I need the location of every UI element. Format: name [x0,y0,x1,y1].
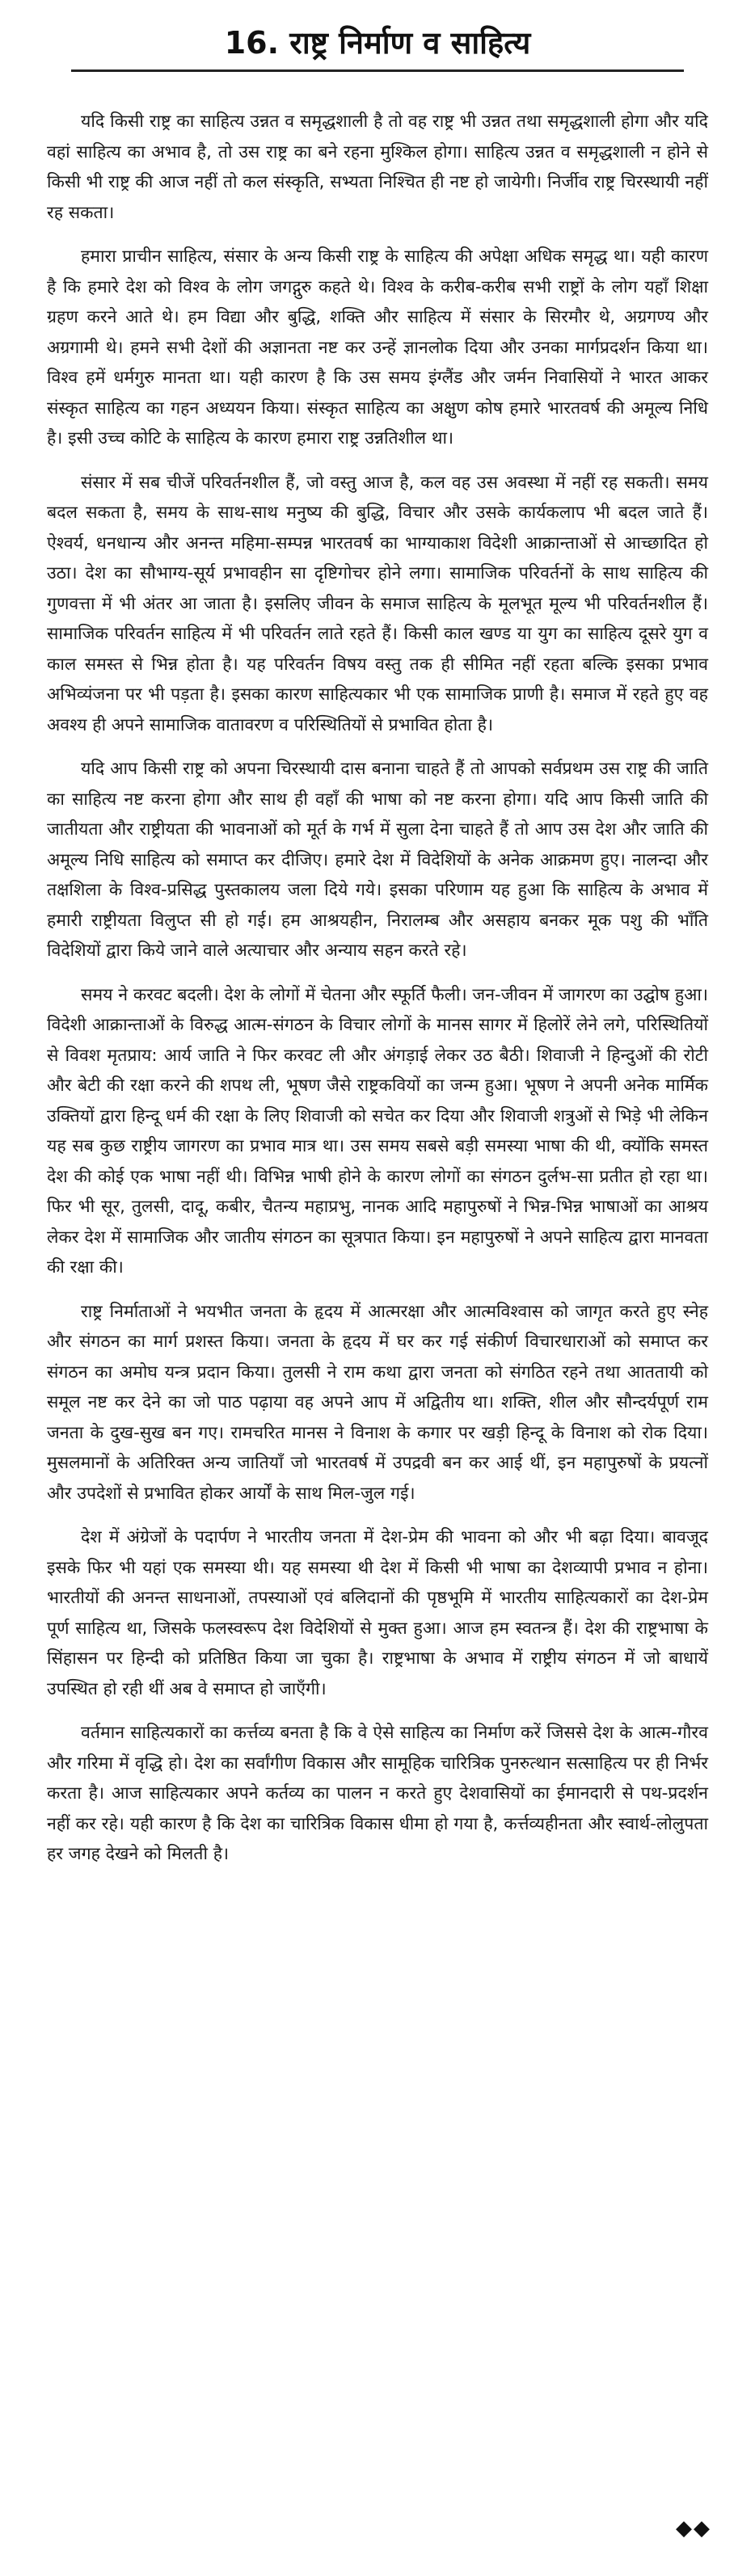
paragraph-4: यदि आप किसी राष्ट्र को अपना चिरस्थायी दास बनाना चाहते हैं तो आपको सर्वप्रथम उस राष्ट्र की जाति का साहित्य नष्ट करना होगा और साथ ही वहाँ की भाषा को नष्ट करना होगा। यदि आप किसी जाति की जातीयता और राष्ट्रीयता की भावनाओं को मूर्त के गर्भ में सुला देना चाहते हैं तो आप उस देश और जाति की अमूल्य निधि साहित्य को समाप्त कर दीजिए। हमारे देश में विदेशियों के अनेक आक्रमण हुए। नालन्दा और तक्षशिला के विश्व-प्रसिद्ध पुस्तकालय जला दिये गये। इसका परिणाम यह हुआ कि साहित्य के अभाव में हमारी राष्ट्रीयता विलुप्त सी हो गई। हम आश्रयहीन, निरालम्ब और असहाय बनकर मूक पशु की भाँति विदेशियों द्वारा किये जाने वाले अत्याचार और अन्याय सहन करते रहे। [47,759,708,961]
paragraph-1: यदि किसी राष्ट्र का साहित्य उन्नत व समृद्धशाली है तो वह राष्ट्र भी उन्नत तथा समृद्धशाली होगा और यदि वहां साहित्य का अभाव है, तो उस राष्ट्र का बने रहना मुश्किल होगा। साहित्य उन्नत व समृद्धशाली न होने से किसी भी राष्ट्र की आज नहीं तो कल संस्कृति, सभ्यता निश्चित ही नष्ट हो जायेगी। निर्जीव राष्ट्र चिरस्थायी नहीं रह सकता। [47,112,708,223]
paragraph-5: समय ने करवट बदली। देश के लोगों में चेतना और स्फूर्ति फैली। जन-जीवन में जागरण का उद्घोष हुआ। विदेशी आक्रान्ताओं के विरुद्ध आत्म-संगठन के विचार लोगों के मानस सागर में हिलोरें लेने लगे, परिस्थितियों से विवश मृतप्राय: आर्य जाति ने फिर करवट ली और अंगड़ाई लेकर उठ बैठी। शिवाजी ने हिन्दुओं की रोटी और बेटी की रक्षा करने की शपथ ली, भूषण जैसे राष्ट्रकवियों का जन्म हुआ। भूषण ने अपनी अनेक मार्मिक उक्तियों द्वारा हिन्दू धर्म की रक्षा के लिए शिवाजी को सचेत कर दिया और शिवाजी शत्रुओं से भिड़े भी लेकिन यह सब कुछ राष्ट्रीय जागरण का प्रभाव मात्र था। उस समय सबसे बड़ी समस्या भाषा की थी, क्योंकि समस्त देश की कोई एक भाषा नहीं थी। विभिन्न भाषी होने के कारण लोगों का संगठन दुर्लभ-सा प्रतीत हो रहा था। फिर भी सूर, तुलसी, दादू, कबीर, चैतन्य महाप्रभु, नानक आदि महापुरुषों ने भिन्न-भिन्न भाषाओं का आश्रय लेकर देश में सामाजिक और जातीय संगठन का सूत्रपात किया। इन महापुरुषों ने अपने साहित्य द्वारा मानवता की रक्षा की। [47,984,708,1277]
paragraph-6: राष्ट्र निर्माताओं ने भयभीत जनता के हृदय में आत्मरक्षा और आत्मविश्वास को जागृत करते हुए स्नेह और संगठन का मार्ग प्रशस्त किया। जनता के हृदय में घर कर गई संकीर्ण विचारधाराओं को समाप्त कर संगठन का अमोघ यन्त्र प्रदान किया। तुलसी ने राम कथा द्वारा जनता को संगठित रहने तथा आततायी को समूल नष्ट कर देने का जो पाठ पढ़ाया वह अपने आप में अद्वितीय था। शक्ति, शील और सौन्दर्यपूर्ण राम जनता के दुख-सुख बन गए। रामचरित मानस ने विनाश के कगार पर खड़ी हिन्दू के विनाश को रोक दिया। मुसलमानों के अतिरिक्त अन्य जातियाँ जो भारतवर्ष में उपद्रवी बन कर आई थीं, इन महापुरुषों के प्रयत्नों और उपदेशों से प्रभावित होकर आर्यों के साथ मिल-जुल गई। [47,1301,708,1504]
paragraph-8: वर्तमान साहित्यकारों का कर्त्तव्य बनता है कि वे ऐसे साहित्य का निर्माण करें जिससे देश के आत्म-गौरव और गरिमा में वृद्धि हो। देश का सर्वांगीण विकास और सामूहिक चारित्रिक पुनरुत्थान सत्साहित्य पर ही निर्भर करता है। आज साहित्यकार अपने कर्तव्य का पालन न करते हुए देशवासियों का ईमानदारी से पथ-प्रदर्शन नहीं कर रहे। यही कारण है कि देश का चारित्रिक विकास धीमा हो गया है, कर्त्तव्यहीनता और स्वार्थ-लोलुपता हर जगह देखने को मिलती है। [47,1723,708,1864]
paragraph-7: देश में अंग्रेजों के पदार्पण ने भारतीय जनता में देश-प्रेम की भावना को और भी बढ़ा दिया। बावजूद इसके फिर भी यहां एक समस्या थी। यह समस्या थी देश में किसी भी भाषा का देशव्यापी प्रभाव न होना। भारतीयों की अनन्त साधनाओं, तपस्याओं एवं बलिदानों की पृष्ठभूमि में भारतीय साहित्यकारों का देश-प्रेम पूर्ण साहित्य था, जिसके फलस्वरूप देश विदेशियों से मुक्त हुआ। आज हम स्वतन्त्र हैं। देश की राष्ट्रभाषा के सिंहासन पर हिन्दी को प्रतिष्ठित किया जा चुका है। राष्ट्रभाषा के अभाव में राष्ट्रीय संगठन में जो बाधायें उपस्थित हो रही थीं अब वे समाप्त हो जाएँगी। [47,1527,708,1699]
essay-body [47,107,708,1870]
paragraph-2: हमारा प्राचीन साहित्य, संसार के अन्य किसी राष्ट्र के साहित्य की अपेक्षा अधिक समृद्ध था। यही कारण है कि हमारे देश को विश्व के लोग जगद्गुरु कहते थे। विश्व के करीब-करीब सभी राष्ट्रों के लोग यहाँ शिक्षा ग्रहण करने आते थे। हम विद्या और बुद्धि, शक्ति और साहित्य में संसार के सिरमौर थे, अग्रगण्य और अग्रगामी थे। हमने सभी देशों की अज्ञानता नष्ट कर उन्हें ज्ञानलोक दिया और उनका मार्गप्रदर्शन किया था। विश्व हमें धर्मगुरु मानता था। यही कारण है कि उस समय इंग्लैंड और जर्मन निवासियों ने भारत आकर संस्कृत साहित्य का गहन अध्ययन किया। संस्कृत साहित्य का अक्षुण कोष हमारे भारतवर्ष की अमूल्य निधि है। इसी उच्च कोटि के साहित्य के कारण हमारा राष्ट्र उन्नतिशील था। [47,246,708,448]
title-underline [71,69,684,72]
paragraph-3: संसार में सब चीजें परिवर्तनशील हैं, जो वस्तु आज है, कल वह उस अवस्था में नहीं रह सकती। समय बदल सकता है, समय के साथ-साथ मनुष्य की बुद्धि, विचार और उसके कार्यकलाप भी बदल जाते हैं। ऐश्वर्य, धनधान्य और अनन्त महिमा-सम्पन्न भारतवर्ष का भाग्याकाश विदेशी आक्रान्ताओं से आच्छादित हो उठा। देश का सौभाग्य-सूर्य प्रभावहीन सा दृष्टिगोचर होने लगा। सामाजिक परिवर्तनों के साथ साहित्य की गुणवत्ता में भी अंतर आ जाता है। इसलिए जीवन के समाज साहित्य के मूलभूत मूल्य भी परिवर्तनशील हैं। सामाजिक परिवर्तन साहित्य में भी परिवर्तन लाते रहते हैं। किसी काल खण्ड या युग का साहित्य दूसरे युग व काल समस्त से भिन्न होता है। यह परिवर्तन विषय वस्तु तक ही सीमित नहीं रहता बल्कि इसका प्रभाव अभिव्यंजना पर भी पड़ता है। इसका कारण साहित्यकार भी एक सामाजिक प्राणी है। समाज में रहते हुए वह अवश्य ही अपने सामाजिक वातावरण व परिस्थितियों से प्रभावित होता है। [47,472,708,735]
page-title: 16. राष्ट्र निर्माण व साहित्य [224,25,531,61]
end-diamonds-icon: ◆◆ [676,2516,711,2540]
header [47,0,708,74]
